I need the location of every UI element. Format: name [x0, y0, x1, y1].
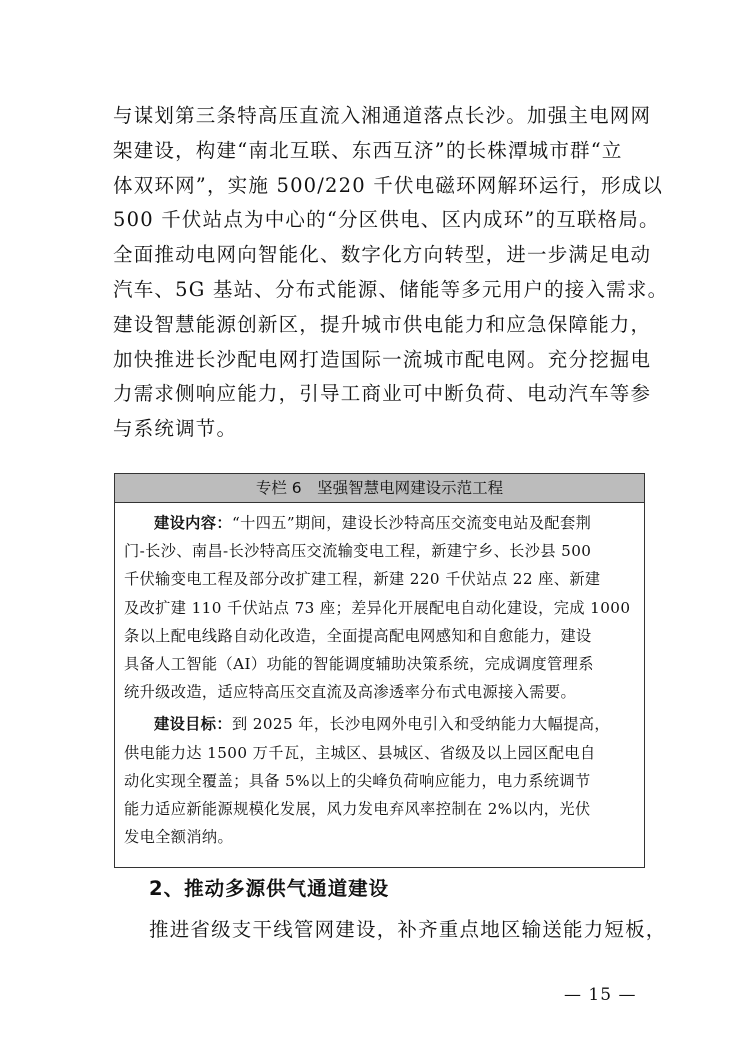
content-label: 建设内容： [154, 514, 232, 532]
text-line: 与系统调节。 [113, 417, 238, 441]
content-line: 门-长沙、南昌-长沙特高压交流输变电工程，新建宁乡、长沙县 500 [124, 542, 592, 561]
content-line: 统升级改造，适应特高压交直流及高渗透率分布式电源接入需要。 [124, 683, 577, 702]
section-heading: 2、推动多源供气通道建设 [149, 877, 390, 900]
feature-box-body [115, 503, 644, 851]
goal-label: 建设目标： [154, 715, 232, 734]
body-paragraph-1 [113, 99, 669, 447]
content-first-line [124, 509, 637, 537]
body-paragraph-2 [149, 913, 667, 948]
text-line: 建设智慧能源创新区，提升城市供电能力和应急保障能力， [113, 312, 652, 336]
text-line: 力需求侧响应能力，引导工商业可中断负荷、电动汽车等参 [113, 382, 652, 406]
text-line: 架建设，构建“南北互联、东西互济”的长株潭城市群“立 [113, 138, 623, 162]
text-line: 推进省级支干线管网建设，补齐重点地区输送能力短板， [149, 918, 667, 941]
goal-line: 动化实现全覆盖；具备 5%以上的尖峰负荷响应能力，电力系统调节 [124, 771, 591, 790]
content-line: 条以上配电线路自动化改造，全面提高配电网感知和自愈能力，建设 [124, 626, 592, 645]
feature-box [114, 473, 645, 868]
goal-text: 到 2025 年，长沙电网外电引入和受纳能力大幅提高， [231, 715, 610, 734]
goal-first-line [124, 710, 637, 738]
text-line: 与谋划第三条特高压直流入湘通道落点长沙。加强主电网网 [113, 104, 652, 127]
goal-line: 能力适应新能源规模化发展，风力发电弃风率控制在 2%以内，光伏 [124, 799, 591, 818]
content-line: 具备人工智能（AI）功能的智能调度辅助决策系统，完成调度管理系 [124, 654, 594, 673]
goal-line: 发电全额消纳。 [124, 828, 234, 847]
text-line: 全面推动电网向智能化、数字化方向转型，进一步满足电动 [113, 243, 652, 267]
goal-line: 供电能力达 1500 万千瓦，主城区、县城区、省级及以上园区配电自 [124, 743, 596, 762]
feature-box-title: 专栏 6 坚强智慧电网建设示范工程 [115, 474, 644, 503]
content-line: 及改扩建 110 千伏站点 73 座；差异化开展配电自动化建设，完成 1000 [124, 598, 631, 617]
content-text: “十四五”期间，建设长沙特高压交流变电站及配套荆 [231, 514, 592, 532]
text-line: 体双环网”，实施 500/220 千伏电磁环网解环运行，形成以 [113, 173, 664, 197]
text-line: 加快推进长沙配电网打造国际一流城市配电网。充分挖掘电 [113, 347, 652, 371]
content-line: 千伏输变电工程及部分改扩建工程，新建 220 千伏站点 22 座、新建 [124, 570, 601, 589]
page-number: — 15 — [564, 985, 637, 1005]
text-line: 汽车、5G 基站、分布式能源、储能等多元用户的接入需求。 [113, 277, 669, 301]
text-line: 500 千伏站点为中心的“分区供电、区内成环”的互联格局。 [113, 208, 660, 232]
